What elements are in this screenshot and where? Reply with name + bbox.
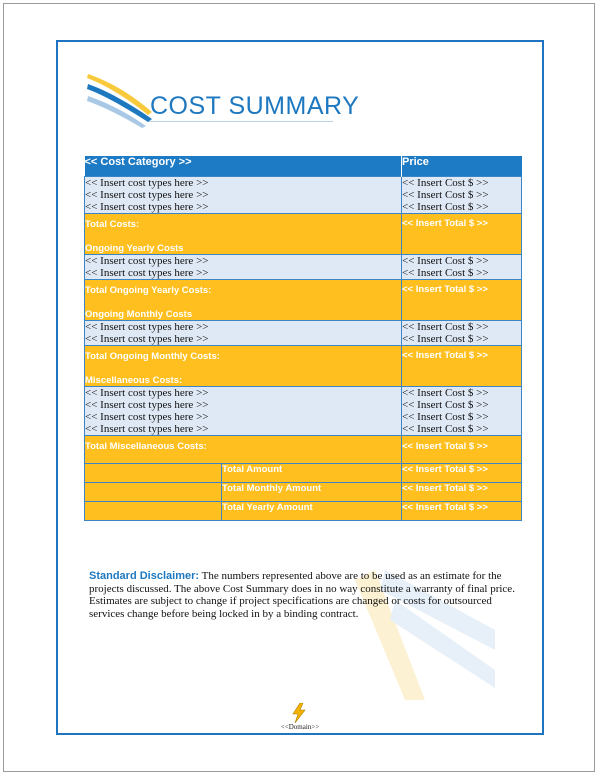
- cost-type-placeholder: << Insert cost types here >>: [85, 176, 209, 189]
- summary-value: << Insert Total $ >>: [402, 463, 522, 482]
- cost-price-cell: [402, 176, 522, 213]
- total-yearly-value: << Insert Total $ >>: [402, 279, 522, 320]
- header-price: Price: [402, 156, 522, 176]
- cost-price-cell: [402, 320, 522, 345]
- cost-price-placeholder: << Insert Cost $ >>: [402, 254, 489, 267]
- cost-price-cell: [402, 386, 522, 435]
- cost-type-placeholder: << Insert cost types here >>: [85, 188, 209, 201]
- summary-label: Total Amount: [222, 463, 402, 482]
- total-monthly-label: Total Ongoing Monthly Costs:: [85, 350, 220, 362]
- table-header-row: [85, 156, 522, 176]
- total-label-cell: [85, 213, 402, 254]
- cost-summary-table: [84, 156, 522, 521]
- section-heading-ongoing-yearly: Ongoing Yearly Costs: [85, 242, 184, 254]
- cost-price-cell: [402, 254, 522, 279]
- table-row: [85, 320, 522, 345]
- cost-type-placeholder: << Insert cost types here >>: [85, 200, 209, 213]
- section-heading-ongoing-monthly: Ongoing Monthly Costs: [85, 308, 193, 320]
- title-underline: [149, 121, 333, 122]
- page-title: COST SUMMARY: [150, 92, 360, 120]
- cost-type-placeholder: << Insert cost types here >>: [85, 320, 209, 333]
- cost-type-cell: [85, 254, 402, 279]
- cost-price-placeholder: << Insert Cost $ >>: [402, 200, 489, 213]
- total-costs-value: << Insert Total $ >>: [402, 213, 522, 254]
- cost-type-placeholder: << Insert cost types here >>: [85, 254, 209, 267]
- table-row: [85, 386, 522, 435]
- total-misc-label: Total Miscellaneous Costs:: [85, 435, 402, 463]
- total-monthly-value: << Insert Total $ >>: [402, 345, 522, 386]
- swoosh-logo: [86, 72, 156, 128]
- summary-spacer-cell: [85, 463, 222, 482]
- cost-price-placeholder: << Insert Cost $ >>: [402, 188, 489, 201]
- total-misc-value: << Insert Total $ >>: [402, 435, 522, 463]
- cost-price-placeholder: << Insert Cost $ >>: [402, 410, 489, 423]
- total-row: [85, 345, 522, 386]
- summary-spacer-cell: [85, 482, 222, 501]
- total-label-cell: [85, 345, 402, 386]
- cost-price-placeholder: << Insert Cost $ >>: [402, 398, 489, 411]
- cost-type-placeholder: << Insert cost types here >>: [85, 422, 209, 435]
- summary-spacer-cell: [85, 501, 222, 520]
- cost-type-placeholder: << Insert cost types here >>: [85, 386, 209, 399]
- cost-price-placeholder: << Insert Cost $ >>: [402, 332, 489, 345]
- cost-price-placeholder: << Insert Cost $ >>: [402, 320, 489, 333]
- header-cost-category: << Cost Category >>: [85, 156, 402, 176]
- summary-label: Total Monthly Amount: [222, 482, 402, 501]
- cost-price-placeholder: << Insert Cost $ >>: [402, 176, 489, 189]
- standard-disclaimer: [89, 570, 519, 620]
- cost-type-placeholder: << Insert cost types here >>: [85, 410, 209, 423]
- cost-price-placeholder: << Insert Cost $ >>: [402, 386, 489, 399]
- summary-value: << Insert Total $ >>: [402, 482, 522, 501]
- total-row: [85, 213, 522, 254]
- total-row: [85, 279, 522, 320]
- total-costs-label: Total Costs:: [85, 218, 140, 230]
- summary-row: [85, 482, 522, 501]
- summary-label: Total Yearly Amount: [222, 501, 402, 520]
- section-heading-miscellaneous: Miscellaneous Costs:: [85, 374, 183, 386]
- total-yearly-label: Total Ongoing Yearly Costs:: [85, 284, 212, 296]
- total-label-cell: [85, 279, 402, 320]
- cost-type-cell: [85, 320, 402, 345]
- summary-value: << Insert Total $ >>: [402, 501, 522, 520]
- cost-type-cell: [85, 176, 402, 213]
- total-row: [85, 435, 522, 463]
- table-row: [85, 254, 522, 279]
- cost-price-placeholder: << Insert Cost $ >>: [402, 266, 489, 279]
- table-row: [85, 176, 522, 213]
- cost-type-placeholder: << Insert cost types here >>: [85, 398, 209, 411]
- cost-type-placeholder: << Insert cost types here >>: [85, 332, 209, 345]
- cost-price-placeholder: << Insert Cost $ >>: [402, 422, 489, 435]
- cost-type-cell: [85, 386, 402, 435]
- cost-type-placeholder: << Insert cost types here >>: [85, 266, 209, 279]
- lightning-bolt-icon: [290, 703, 308, 723]
- footer-domain: <<Domain>>: [280, 723, 320, 731]
- summary-row: [85, 501, 522, 520]
- disclaimer-text: The numbers represented above are to be used as an estimate for the projects discussed. The above Cost Summary does in no way constitute a warranty of final price. Estimates are subject to change if project specifications are changed or costs for outsourced services change before being locked in by a binding contract.: [89, 570, 515, 620]
- summary-row: [85, 463, 522, 482]
- disclaimer-lead: Standard Disclaimer:: [89, 570, 200, 582]
